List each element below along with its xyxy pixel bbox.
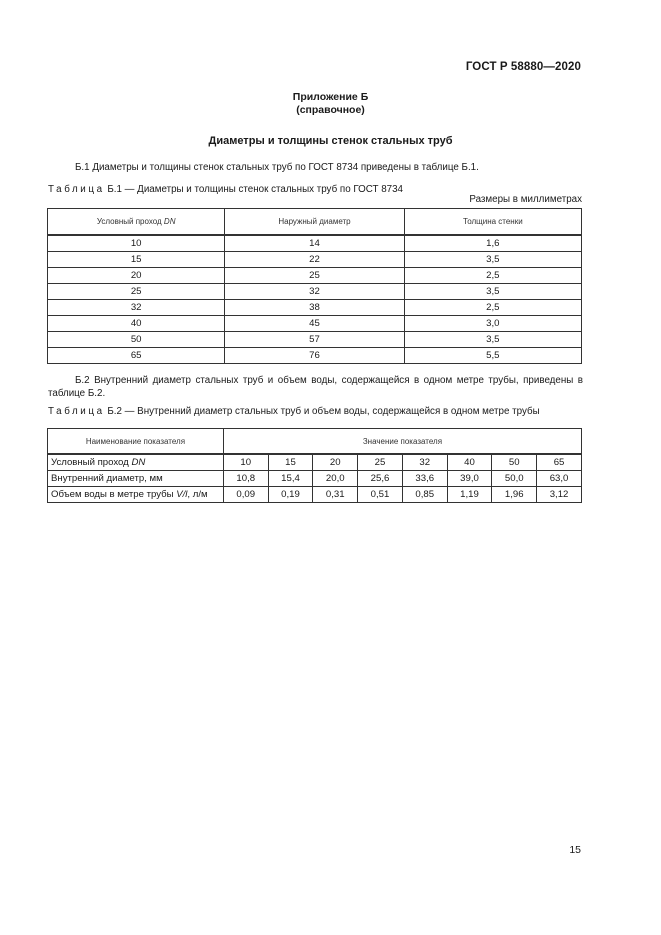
- table-cell: 25: [48, 284, 225, 300]
- table2-header-value: Значение показателя: [223, 429, 581, 455]
- table2-header-row: [48, 429, 582, 455]
- table-row: [48, 348, 582, 364]
- document-code: ГОСТ Р 58880—2020: [465, 61, 581, 73]
- table-cell: 65: [537, 454, 582, 471]
- table-cell: 15: [268, 454, 313, 471]
- table1-caption-text: Б.1 — Диаметры и толщины стенок стальных труб по ГОСТ 8734: [104, 184, 404, 195]
- table-cell: 2,5: [404, 300, 581, 316]
- table-cell: 0,51: [358, 487, 403, 503]
- table-cell: 50: [48, 332, 225, 348]
- table-row: [48, 235, 582, 252]
- table2-header-indicator: Наименование показателя: [48, 429, 224, 455]
- table-cell: 20,0: [313, 471, 358, 487]
- table1-header-dn: Условный проход DN: [48, 209, 225, 236]
- table-cell: 40: [447, 454, 492, 471]
- table-row: [48, 487, 582, 503]
- table-cell: 25,6: [358, 471, 403, 487]
- table-cell: 3,5: [404, 332, 581, 348]
- row-label: Объем воды в метре трубы V/l, л/м: [48, 487, 224, 503]
- appendix-title: Приложение Б: [292, 91, 369, 103]
- table-cell: 32: [225, 284, 404, 300]
- table-cell: 25: [225, 268, 404, 284]
- table-row: [48, 252, 582, 268]
- table-cell: 0,19: [268, 487, 313, 503]
- table-cell: 40: [48, 316, 225, 332]
- table-cell: 5,5: [404, 348, 581, 364]
- table-cell: 20: [48, 268, 225, 284]
- appendix-subtitle: (справочное): [296, 104, 365, 116]
- paragraph-b1: Б.1 Диаметры и толщины стенок стальных труб по ГОСТ 8734 приведены в таблице Б.1.: [75, 162, 479, 173]
- table-cell: 3,5: [404, 252, 581, 268]
- table-row: [48, 284, 582, 300]
- table2-caption: [48, 405, 540, 418]
- table-cell: 10,8: [223, 471, 268, 487]
- row-label: Условный проход DN: [48, 454, 224, 471]
- table-cell: 33,6: [402, 471, 447, 487]
- table-cell: 63,0: [537, 471, 582, 487]
- table1-units: Размеры в миллиметрах: [469, 194, 582, 205]
- table-cell: 76: [225, 348, 404, 364]
- row-label: Внутренний диаметр, мм: [48, 471, 224, 487]
- table-cell: 10: [223, 454, 268, 471]
- table-cell: 22: [225, 252, 404, 268]
- paragraph-b2: Б.2 Внутренний диаметр стальных труб и объем воды, содержащейся в одном метре трубы, приведены в таблице Б.2.: [48, 375, 583, 399]
- table1-header-wall-thickness: Толщина стенки: [404, 209, 581, 236]
- table-cell: 65: [48, 348, 225, 364]
- table-b1: [47, 208, 582, 364]
- table-cell: 25: [358, 454, 403, 471]
- table-cell: 10: [48, 235, 225, 252]
- table-cell: 45: [225, 316, 404, 332]
- table1-header-outer-diameter: Наружный диаметр: [225, 209, 404, 236]
- table-cell: 0,85: [402, 487, 447, 503]
- table1-header-row: [48, 209, 582, 236]
- table-cell: 20: [313, 454, 358, 471]
- table-cell: 3,0: [404, 316, 581, 332]
- table-row: [48, 332, 582, 348]
- table-row: [48, 268, 582, 284]
- table-cell: 57: [225, 332, 404, 348]
- table-cell: 14: [225, 235, 404, 252]
- appendix-heading: [0, 91, 661, 117]
- table-b2: [47, 428, 582, 503]
- table-cell: 50,0: [492, 471, 537, 487]
- table-cell: 0,31: [313, 487, 358, 503]
- table-cell: 15: [48, 252, 225, 268]
- table-cell: 39,0: [447, 471, 492, 487]
- table-row: [48, 454, 582, 471]
- table-cell: 3,12: [537, 487, 582, 503]
- table-row: [48, 316, 582, 332]
- table-cell: 38: [225, 300, 404, 316]
- table-cell: 15,4: [268, 471, 313, 487]
- table-cell: 1,96: [492, 487, 537, 503]
- table-cell: 3,5: [404, 284, 581, 300]
- table1-caption: [48, 183, 403, 196]
- table2-caption-text: Б.2 — Внутренний диаметр стальных труб и объем воды, содержащейся в одном метре трубы: [104, 406, 540, 417]
- table1-caption-word: Таблица: [48, 184, 105, 195]
- table-row: [48, 471, 582, 487]
- table2-caption-word: Таблица: [48, 406, 105, 417]
- table-cell: 2,5: [404, 268, 581, 284]
- table-cell: 32: [402, 454, 447, 471]
- page-number: 15: [569, 844, 581, 856]
- table-cell: 50: [492, 454, 537, 471]
- section-title: Диаметры и толщины стенок стальных труб: [208, 135, 453, 147]
- table-cell: 1,6: [404, 235, 581, 252]
- table-cell: 32: [48, 300, 225, 316]
- table-row: [48, 300, 582, 316]
- table-cell: 0,09: [223, 487, 268, 503]
- table-cell: 1,19: [447, 487, 492, 503]
